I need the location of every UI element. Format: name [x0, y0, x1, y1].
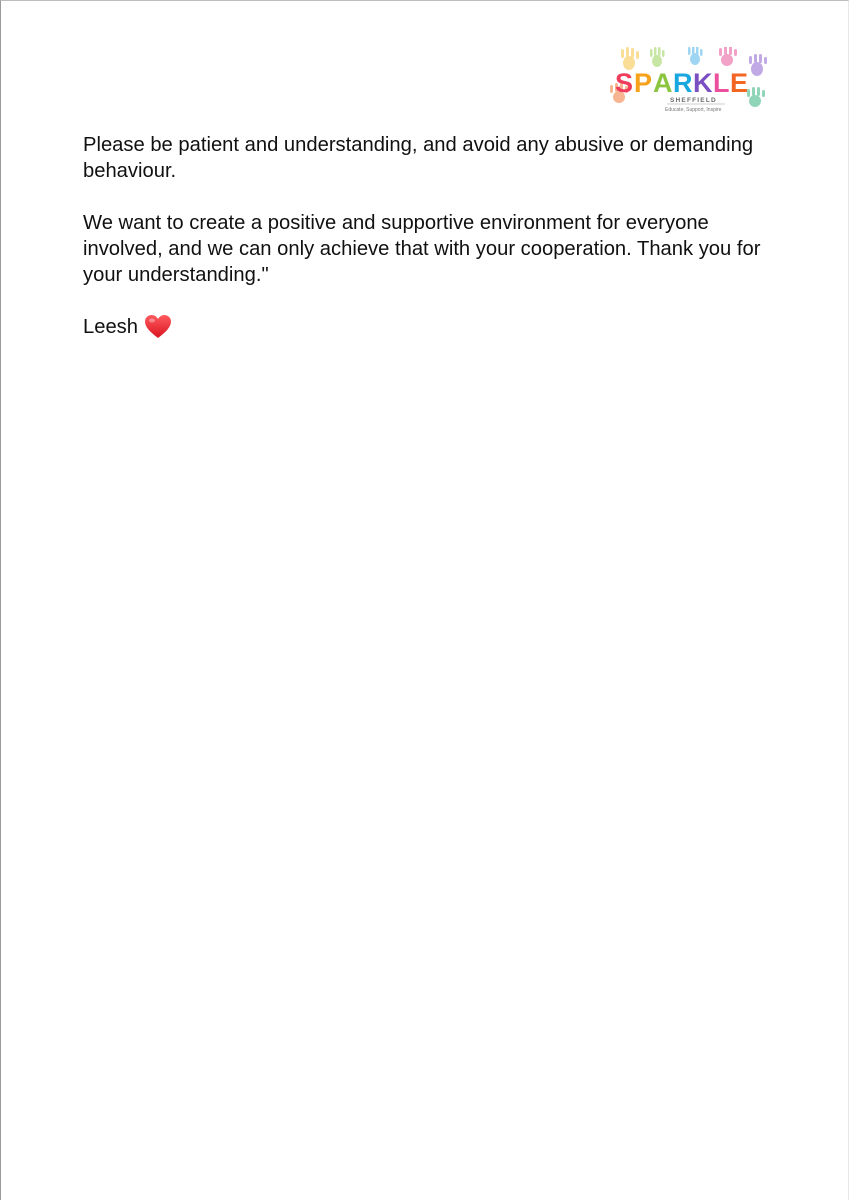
- signoff: [83, 314, 783, 340]
- svg-text:S: S: [615, 68, 634, 98]
- svg-text:L: L: [713, 68, 730, 98]
- letter-body: [83, 132, 783, 340]
- paragraph-environment: We want to create a positive and supportive environment for everyone involved, and we can only achieve that with your cooperation. Thank you for your understanding.": [83, 212, 761, 286]
- logo-subtitle: SHEFFIELD: [670, 97, 717, 104]
- svg-text:K: K: [693, 68, 713, 98]
- svg-text:A: A: [653, 68, 673, 98]
- svg-text:P: P: [634, 68, 653, 98]
- handprint-logo-icon: [607, 47, 773, 117]
- sparkle-logo: [607, 47, 773, 117]
- paragraph-patience: Please be patient and understanding, and avoid any abusive or demanding behaviour.: [83, 134, 754, 182]
- signature-name: Leesh: [83, 316, 139, 338]
- red-heart-icon: [144, 314, 172, 340]
- logo-tagline: Educate, Support, Inspire: [665, 107, 722, 113]
- svg-text:E: E: [730, 68, 749, 98]
- svg-text:R: R: [673, 68, 693, 98]
